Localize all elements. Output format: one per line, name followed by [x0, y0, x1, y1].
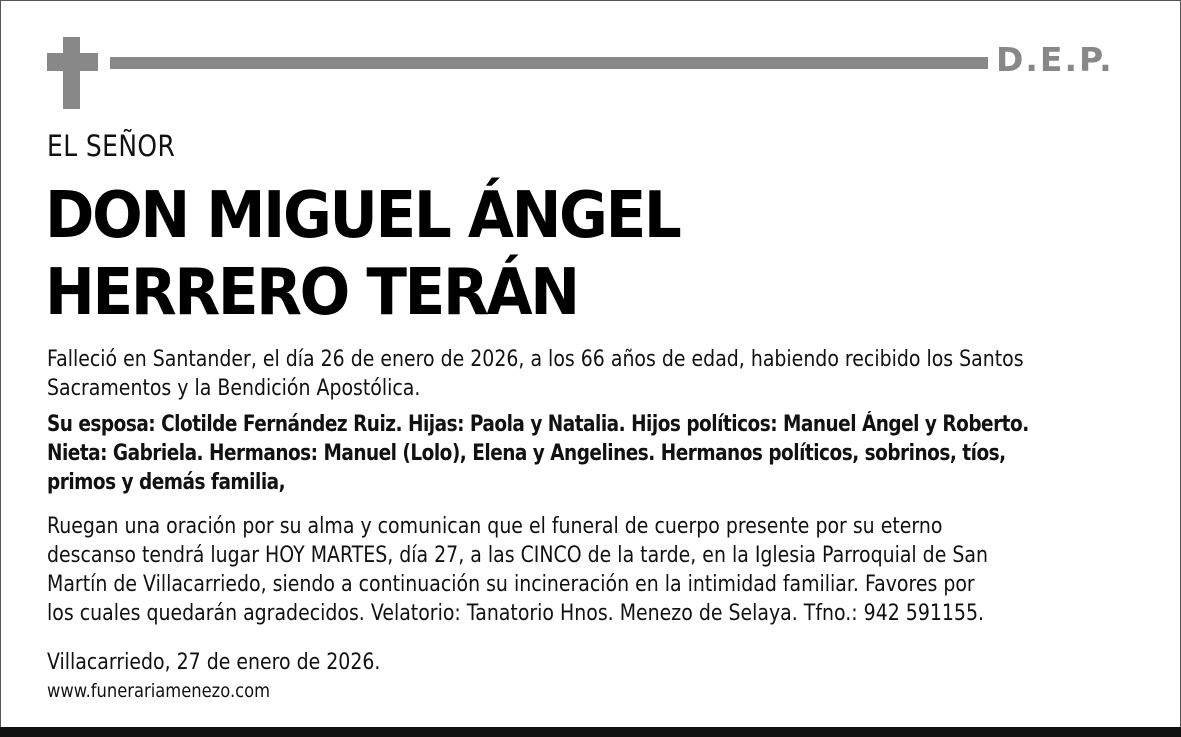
funeral-line: Martín de Villacarriedo, siendo a continuación su incineración en la intimidad familiar. Favores por: [47, 572, 975, 597]
dep-heading: D.E.P.: [996, 40, 1114, 79]
funeral-line: los cuales quedarán agradecidos. Velatorio: Tanatorio Hnos. Menezo de Selaya. Tfno.: 942 591155.: [47, 601, 985, 626]
death-notice-line: Falleció en Santander, el día 26 de enero de 2026, a los 66 años de edad, habiendo recibido los Santos: [47, 347, 1024, 372]
website-link[interactable]: www.funerariamenezo.com: [47, 680, 271, 702]
header-rule: [110, 57, 988, 69]
death-notice-paragraph: [47, 345, 1122, 403]
cross-horizontal-bar: [47, 53, 98, 71]
funeral-line: Ruegan una oración por su alma y comunican que el funeral de cuerpo presente por su eterno: [47, 514, 943, 539]
family-line: primos y demás familia,: [47, 470, 286, 495]
family-line: Su esposa: Clotilde Fernández Ruiz. Hijas: Paola y Natalia. Hijos políticos: Manuel Ángel y Roberto.: [47, 412, 1029, 437]
title-label: EL SEÑOR: [47, 129, 176, 163]
place-date: Villacarriedo, 27 de enero de 2026.: [47, 650, 381, 675]
cross-vertical-bar: [63, 37, 80, 109]
bottom-border-bar: [0, 727, 1181, 737]
family-paragraph: [47, 410, 1131, 497]
funeral-line: descanso tendrá lugar HOY MARTES, día 27, a las CINCO de la tarde, en la Iglesia Parroquial de San: [47, 543, 988, 568]
family-line: Nieta: Gabriela. Hermanos: Manuel (Lolo), Elena y Angelines. Hermanos políticos, sobrinos, tíos,: [47, 441, 1006, 466]
deceased-name-line-1: DON MIGUEL ÁNGEL: [45, 179, 680, 253]
deceased-name-line-2: HERRERO TERÁN: [45, 256, 578, 330]
death-notice-line: Sacramentos y la Bendición Apostólica.: [47, 376, 421, 401]
funeral-paragraph: [47, 512, 1122, 628]
